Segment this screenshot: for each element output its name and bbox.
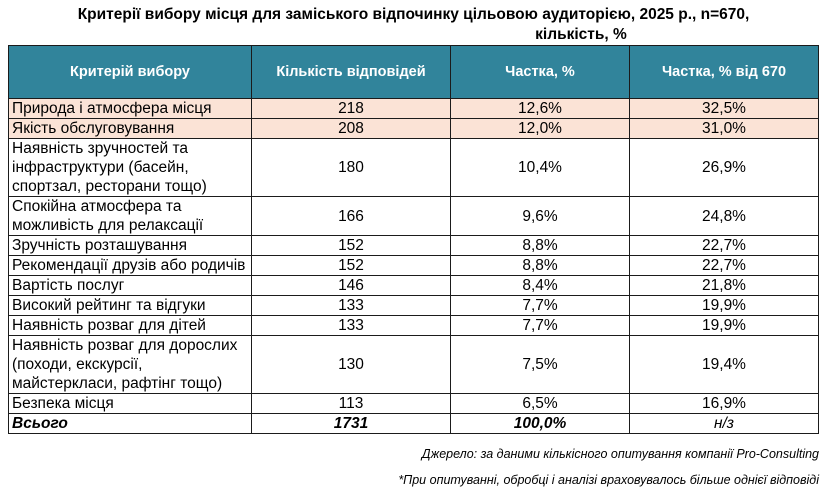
row-criterion: Вартість послуг <box>9 276 252 296</box>
header-share-670: Частка, % від 670 <box>630 46 819 99</box>
row-count: 152 <box>252 256 451 276</box>
row-criterion: Зручність розташування <box>9 236 252 256</box>
row-share: 10,4% <box>451 139 630 197</box>
total-row <box>9 414 819 434</box>
row-share-670: 24,8% <box>630 197 819 236</box>
table-row <box>9 276 819 296</box>
row-count: 133 <box>252 316 451 336</box>
total-count: 1731 <box>252 414 451 434</box>
criteria-table <box>8 45 819 434</box>
row-share: 7,7% <box>451 296 630 316</box>
row-share: 6,5% <box>451 394 630 414</box>
row-share: 7,7% <box>451 316 630 336</box>
total-share-670: н/з <box>630 414 819 434</box>
header-count: Кількість відповідей <box>252 46 451 99</box>
table-row <box>9 119 819 139</box>
row-share-670: 19,9% <box>630 316 819 336</box>
table-row <box>9 394 819 414</box>
table-title <box>0 5 827 45</box>
row-count: 208 <box>252 119 451 139</box>
total-share: 100,0% <box>451 414 630 434</box>
row-share: 8,8% <box>451 256 630 276</box>
source-note: Джерело: за даними кількісного опитування компанії Pro-Consulting <box>421 447 819 461</box>
row-share: 8,4% <box>451 276 630 296</box>
row-count: 152 <box>252 236 451 256</box>
row-criterion: Високий рейтинг та відгуки <box>9 296 252 316</box>
row-criterion: Спокійна атмосфера та можливість для релаксації <box>9 197 252 236</box>
row-share-670: 21,8% <box>630 276 819 296</box>
row-share-670: 19,9% <box>630 296 819 316</box>
total-label: Всього <box>9 414 252 434</box>
row-share-670: 19,4% <box>630 336 819 394</box>
row-count: 180 <box>252 139 451 197</box>
row-share-670: 22,7% <box>630 236 819 256</box>
row-count: 133 <box>252 296 451 316</box>
row-share-670: 26,9% <box>630 139 819 197</box>
row-share: 12,0% <box>451 119 630 139</box>
row-count: 166 <box>252 197 451 236</box>
row-count: 218 <box>252 99 451 119</box>
row-count: 146 <box>252 276 451 296</box>
table-row <box>9 256 819 276</box>
row-count: 130 <box>252 336 451 394</box>
table-row <box>9 236 819 256</box>
row-share-670: 16,9% <box>630 394 819 414</box>
header-share: Частка, % <box>451 46 630 99</box>
row-criterion: Безпека місця <box>9 394 252 414</box>
row-criterion: Наявність розваг для дорослих (походи, екскурсії, майстеркласи, рафтінг тощо) <box>9 336 252 394</box>
header-row <box>9 46 819 99</box>
row-share: 9,6% <box>451 197 630 236</box>
title-line-1: Критерії вибору місця для заміського відпочинку цільовою аудиторією, 2025 р., n=670, <box>77 6 750 23</box>
table-row <box>9 296 819 316</box>
row-criterion: Наявність розваг для дітей <box>9 316 252 336</box>
row-count: 113 <box>252 394 451 414</box>
row-criterion: Природа і атмосфера місця <box>9 99 252 119</box>
row-criterion: Наявність зручностей та інфраструктури (басейн, спортзал, ресторани тощо) <box>9 139 252 197</box>
table-row <box>9 197 819 236</box>
table-row <box>9 316 819 336</box>
row-share: 7,5% <box>451 336 630 394</box>
row-share-670: 32,5% <box>630 99 819 119</box>
row-criterion: Якість обслуговування <box>9 119 252 139</box>
row-criterion: Рекомендації друзів або родичів <box>9 256 252 276</box>
footnote: *При опитуванні, обробці і аналізі враховувалось більше однієї відповіді <box>398 473 819 487</box>
table-row <box>9 139 819 197</box>
row-share-670: 31,0% <box>630 119 819 139</box>
title-line-2: кількість, % <box>535 26 627 43</box>
row-share: 8,8% <box>451 236 630 256</box>
table-row <box>9 336 819 394</box>
row-share-670: 22,7% <box>630 256 819 276</box>
header-criterion: Критерій вибору <box>9 46 252 99</box>
table-row <box>9 99 819 119</box>
row-share: 12,6% <box>451 99 630 119</box>
